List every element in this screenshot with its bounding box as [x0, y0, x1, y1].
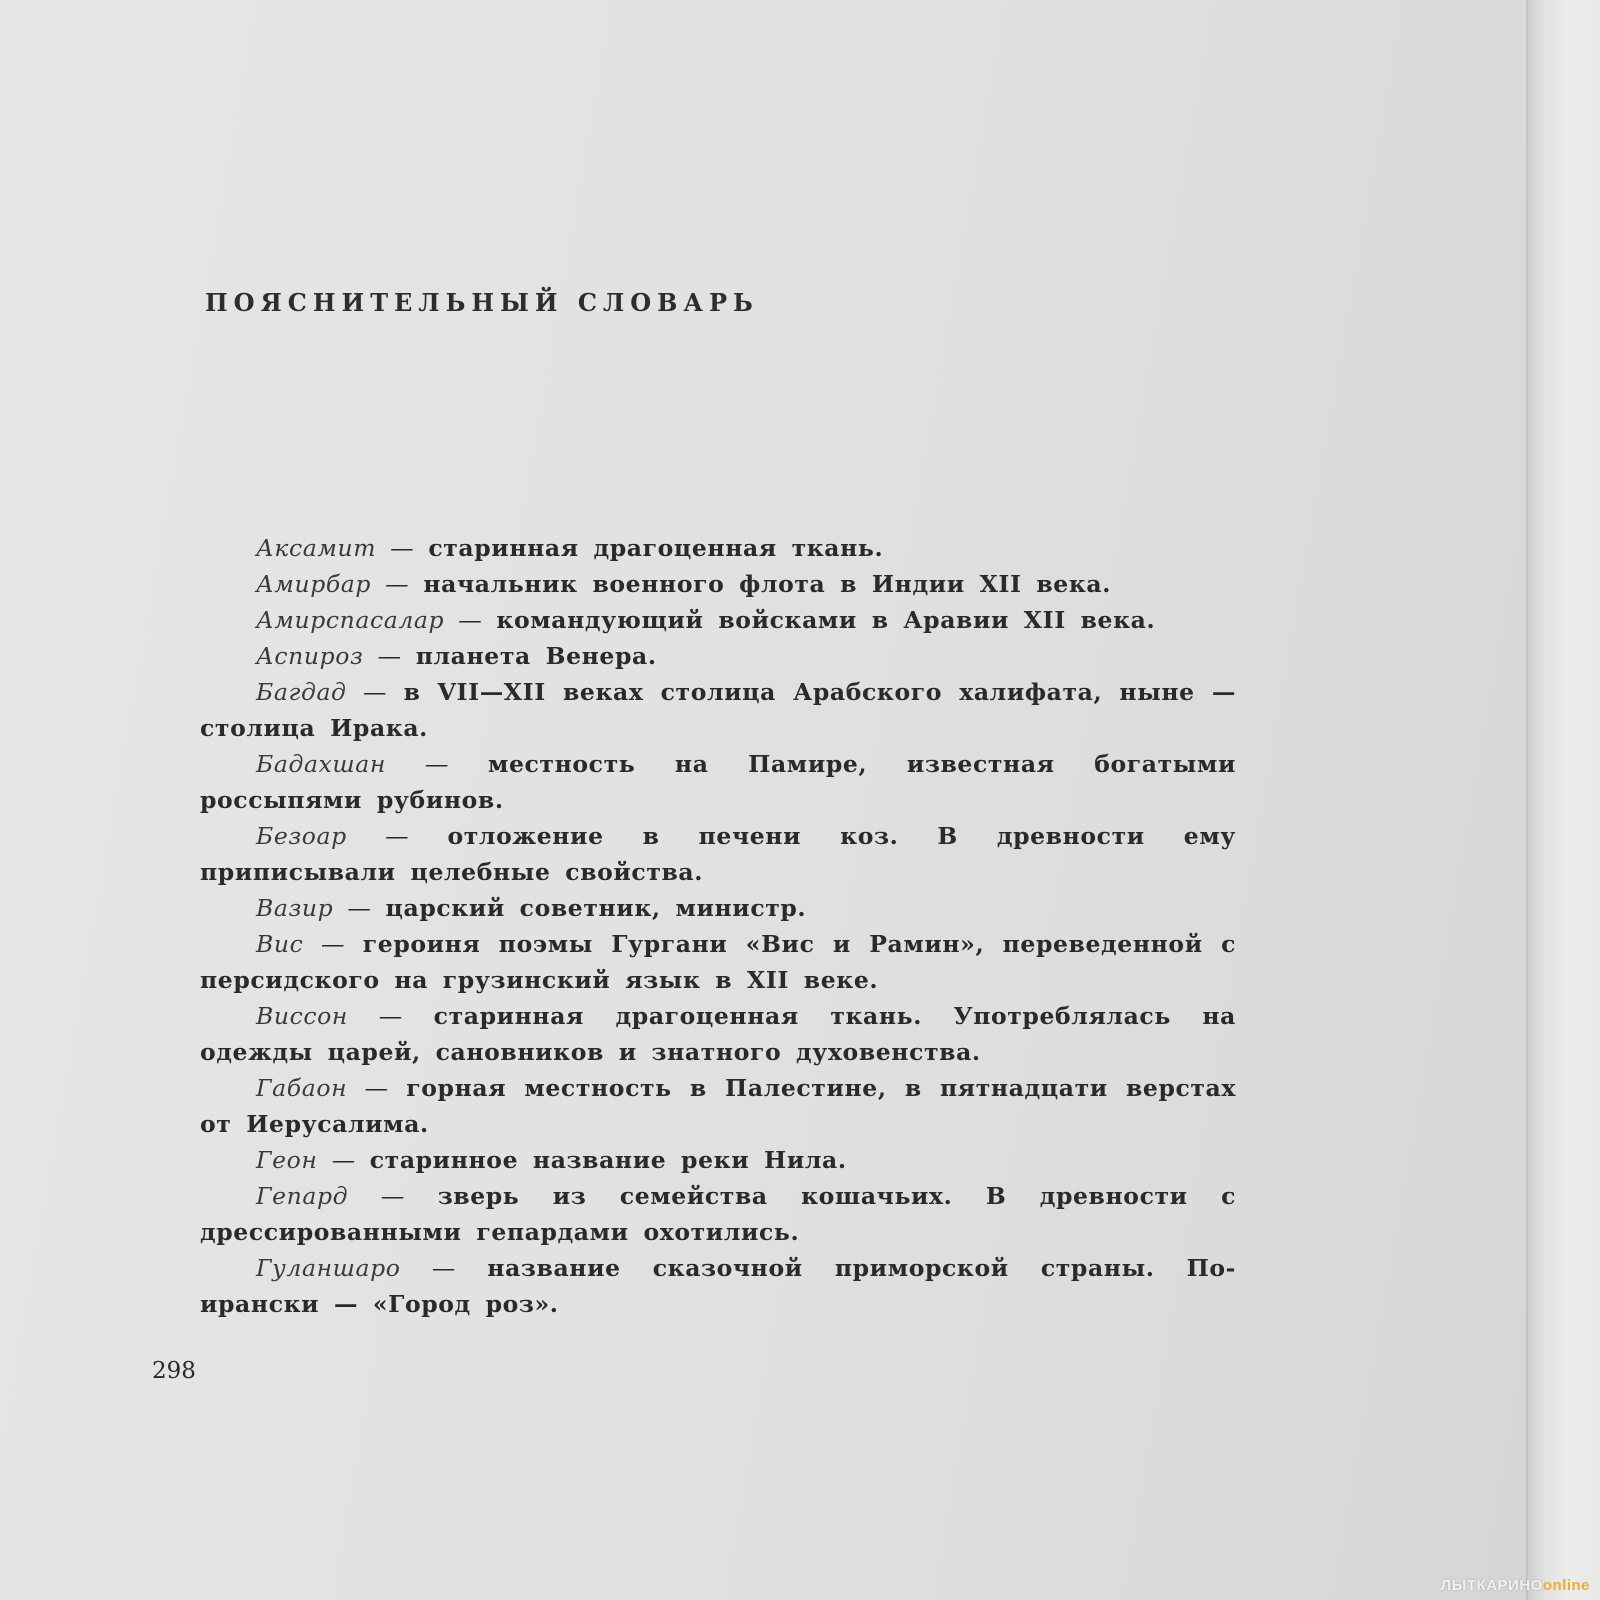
glossary-entry — [200, 1142, 1236, 1178]
glossary-entry — [200, 530, 1236, 566]
dash-separator: — — [363, 642, 416, 670]
glossary-entry — [200, 602, 1236, 638]
dash-separator: — — [400, 1254, 488, 1282]
dash-separator: — — [346, 822, 448, 850]
glossary-definition: планета Венера. — [415, 642, 657, 670]
glossary-term: Амирспасалар — [256, 606, 445, 634]
glossary-term: Геон — [256, 1146, 318, 1174]
glossary-definition: командующий войсками в Аравии XII века. — [496, 606, 1156, 634]
dash-separator: — — [371, 570, 424, 598]
glossary-definition: название сказочной приморской страны. По-ирански — «Город роз». — [200, 1254, 1236, 1318]
glossary-term: Габаон — [256, 1074, 348, 1102]
glossary-definition: царский советник, министр. — [385, 894, 807, 922]
next-page-edge — [1528, 0, 1600, 1600]
glossary-definition: горная местность в Палестине, в пятнадцати верстах от Иерусалима. — [200, 1074, 1236, 1138]
glossary-entry — [200, 926, 1236, 998]
dash-separator: — — [348, 1182, 438, 1210]
glossary-definition: зверь из семейства кошачьих. В древности с дрессированными гепардами охотились. — [200, 1182, 1236, 1246]
glossary-definition: в VII—XII веках столица Арабского халифата, ныне — столица Ирака. — [200, 678, 1236, 742]
glossary-term: Безоар — [256, 822, 347, 850]
watermark-main-text: ЛЫТКАРИНО — [1440, 1577, 1543, 1594]
glossary-term: Амирбар — [256, 570, 372, 598]
glossary-term: Виссон — [256, 1002, 348, 1030]
glossary-list — [200, 530, 1236, 1322]
glossary-definition: начальник военного флота в Индии XII века. — [423, 570, 1112, 598]
glossary-definition: старинная драгоценная ткань. Употреблялась на одежды царей, сановников и знатного духовенства. — [200, 1002, 1237, 1066]
glossary-entry — [200, 638, 1236, 674]
glossary-definition: местность на Памире, известная богатыми россыпями рубинов. — [200, 750, 1236, 814]
glossary-definition: отложение в печени коз. В древности ему приписывали целебные свойства. — [200, 822, 1236, 886]
dash-separator: — — [444, 606, 497, 634]
glossary-entry — [200, 1178, 1236, 1250]
glossary-definition: героиня поэмы Гургани «Вис и Рамин», переведенной с персидского на грузинский язык в XII веке. — [200, 930, 1236, 994]
dash-separator: — — [346, 678, 404, 706]
glossary-entry — [200, 746, 1236, 818]
dash-separator: — — [347, 1074, 407, 1102]
glossary-term: Гепард — [256, 1182, 349, 1210]
glossary-entry — [200, 998, 1236, 1070]
glossary-term: Бадахшан — [256, 750, 386, 778]
glossary-entry — [200, 566, 1236, 602]
glossary-term: Гуланшаро — [256, 1254, 401, 1282]
dash-separator: — — [333, 894, 386, 922]
dash-separator: — — [303, 930, 363, 958]
dash-separator: — — [347, 1002, 434, 1030]
glossary-entry — [200, 674, 1236, 746]
page-number: 298 — [152, 1358, 196, 1384]
watermark-logo — [1441, 1577, 1590, 1594]
dash-separator: — — [376, 534, 429, 562]
glossary-term: Вазир — [256, 894, 334, 922]
glossary-term: Аспироз — [256, 642, 364, 670]
glossary-term: Аксамит — [256, 534, 377, 562]
glossary-term: Багдад — [256, 678, 347, 706]
glossary-term: Вис — [256, 930, 304, 958]
glossary-definition: старинная драгоценная ткань. — [428, 534, 884, 562]
glossary-entry — [200, 1250, 1236, 1322]
watermark-accent-text: online — [1542, 1577, 1590, 1594]
dash-separator: — — [317, 1146, 370, 1174]
glossary-entry — [200, 818, 1236, 890]
glossary-entry — [200, 890, 1236, 926]
glossary-entry — [200, 1070, 1236, 1142]
page-title: ПОЯСНИТЕЛЬНЫЙ СЛОВАРЬ — [205, 288, 759, 317]
glossary-definition: старинное название реки Нила. — [369, 1146, 847, 1174]
dash-separator: — — [386, 750, 488, 778]
